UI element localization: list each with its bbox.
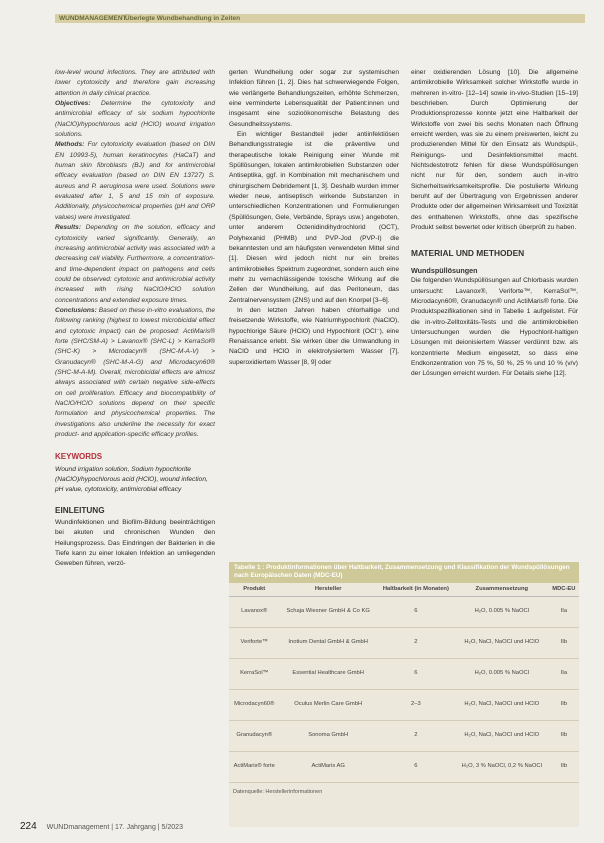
cell: H₂O, NaCl, NaOCl und HClO [455,627,549,658]
cell: IIa [549,658,579,689]
table-source: Datenquelle: Herstellerinformationen [233,788,323,795]
abstract [55,68,215,440]
table-row [229,627,579,658]
body-paragraph: Ein wichtiger Bestandteil jeder antiinfektiösen Behandlungsstrategie ist die präventive und therapeutische lokale Reinigung einer Wunde mit Spüllösungen, lokalen antimikrobiellen Substanzen oder Antiseptika, ggf. in Kombination mit mechanischem und chirurgischem Debridement [1, 3]. Deshalb wurden immer wieder neue, antiseptisch wirkende Substanzen in unterschiedlichen Konzentrationen und Formulierungen (Spüllösungen, Gele, Verbände, Sprays usw.) angeboten, unter anderem Octenidindihydrochlorid (OCT), Polyhexanid (PHMB) und PVP-Jod (PVP-I) die bekanntesten und am häufigsten verwendeten Mittel sind [1]. Diesen wird jedoch nicht nur ein breites antimikrobielles Spektrum zugeordnet, sondern auch eine mehr zu vernachlässigende toxische Wirkung auf die Zellen der Wundheilung, auf das Peritoneum, das Zentralnervensystem (ZNS) und auf den Knorpel [3–6]. [229,131,399,304]
cell: 6 [377,658,455,689]
column-2 [229,68,399,368]
methods-heading: MATERIAL UND METHODEN [411,247,525,258]
header-section: WUNDMANAGEMENT [59,15,127,22]
cell: IIa [549,596,579,627]
table-header-row [229,583,579,597]
cell: H₂O, 0.005 % NaOCl [455,658,549,689]
cell: IIb [549,720,579,751]
table-title: Tabelle 1 : Produktinformationen über Haltbarkeit, Zusammensetzung und Klassifikation der Wundspüllösungen nach Europäischen Daten (MDC-EU) [229,562,579,583]
cell: IIb [549,627,579,658]
cell: Schaja Wiesner GmbH & Co KG [279,596,376,627]
cell: ActiMaris AG [279,751,376,782]
journal-name: WUNDmanagement | 17. Jahrgang | 5/2023 [46,824,183,831]
body-paragraph: In den letzten Jahren haben chlorhaltige und freisetzende Wirkstoffe, wie Natriumhypochlorit (NaClO), hypochlorige Säure (HClO) und Hypochlorit (OCl⁻), eine Renaissance erlebt. Sie wirken über die Umwandlung in NaClO und HClO in elektrolysiertem Wasser [7], superoxidiertem Wasser [8, 9] oder [229,306,399,366]
table-row [229,596,579,627]
body-paragraph: einer oxidierenden Lösung [10]. Die allgemeine antimikrobielle Wirksamkeit solcher Wirkstoffe wurde in mehreren in-vitro- [12–14] sowie in-vivo-Studien [15–19] beschrieben. Durch Optimierung der Produktionsprozesse konnte jetzt eine Haltbarkeit der Wirkstoffe von zwei bis sechs Monaten nach Öffnung erreicht werden, was sie zu einem preiswerten, leicht zu produzierenden Mittel für den Einsatz als Wundspül-, Reinigungs- und Desinfektionsmittel macht. Nichtsdestotrotz fehlen für diese Wundspüllösungen nicht nur für den, sondern auch in-vitro Sicherheitswirksamkeitsprofile. Die postulierte Wirkung beruht auf der Übertragung von Ergebnissen anderer Produkte oder der allgemeinen Wirksamkeit und Toxizität des enthaltenen Wirkstoffs, ohne das spezifische Produkt selbst bewertet oder kritisch überprüft zu haben. [411,69,578,232]
keywords-heading: KEYWORDS [55,452,103,462]
table-row [229,689,579,720]
cell: 2–3 [377,689,455,720]
cell: H₂O, NaCl, NaOCl und HClO [455,720,549,751]
table-row [229,658,579,689]
cell: KerraSol™ [229,658,279,689]
column-3 [411,68,578,380]
page-footer [20,821,183,832]
abstract-results: Results: Depending on the solution, efficacy and cytotoxicity varied significantly. Generally, an increasing antimicrobial activity was associated with a decreasing cell viability. Furthermore, a concentration- and time-dependent impact on pathogens and cells could be observed: cytotoxic and antimicrobial activity increased with rising NaClO/HClO solution concentrations and extended exposure times. [55,224,215,304]
page-number: 224 [20,821,37,832]
product-table [229,583,579,783]
cell: H₂O, NaCl, NaOCl und HClO [455,689,549,720]
table-row [229,720,579,751]
cell: Oculus Merlin Care GmbH [279,689,376,720]
cell: 6 [377,751,455,782]
cell: 2 [377,720,455,751]
body-paragraph: gerten Wundheilung oder sogar zur systemischen Infektion führen [1, 2]. Dies hat schwerwiegende Folgen, wie verlängerte Behandlungszeiten, erhöhte Schmerzen, eine verminderte Lebensqualität der Patient:innen und insgesamt eine sozioökonomische Belastung des Gesundheitssystems. [229,69,399,128]
column-1 [55,68,215,570]
cell: 2 [377,627,455,658]
intro-text: Wundinfektionen und Biofilm-Bildung beeinträchtigen bei akuten und chronischen Wunden den Heilungsprozess. Das Eindringen der Bakterien in die Tiefe kann zu einer lokalen Infektion an umliegenden Geweben führen, verzö- [55,519,215,568]
col-header: Haltbarkeit (in Monaten) [377,583,455,597]
running-header [55,14,585,23]
cell: Microdacyn60® [229,689,279,720]
cell: Veriforte™ [229,627,279,658]
col-header: MDC-EU [549,583,579,597]
cell: Inotium Dental GmbH & GmbH [279,627,376,658]
col-header: Hersteller [279,583,376,597]
cell: Essential Healthcare GmbH [279,658,376,689]
table-row [229,751,579,782]
cell: H₂O, 0.005 % NaOCl [455,596,549,627]
header-title: Überlegte Wundbehandlung in Zeiten [125,15,241,22]
cell: Sonoma GmbH [279,720,376,751]
cell: IIb [549,751,579,782]
abstract-objectives: Objectives: Determine the cytotoxicity and antimicrobial efficacy of six sodium hypochlorite (NaClO)/hypochlorous acid (HClO) wound irrigation solutions. [55,100,215,139]
cell: ActiMaris® forte [229,751,279,782]
cell: Lavanox® [229,596,279,627]
cell: H₂O, 3 % NaOCl, 0,2 % NaOCl [455,751,549,782]
cell: Granudacyn® [229,720,279,751]
keywords-text: Wound irrigation solution, Sodium hypochlorite (NaClO)/hypochlorous acid (HClO), wound infection, pH value, cytotoxicity, antimicrobial efficacy [55,465,208,494]
col-header: Zusammensetzung [455,583,549,597]
col-header: Produkt [229,583,279,597]
cell: IIb [549,689,579,720]
abstract-para: low-level wound infections. They are attributed with lower cytotoxicity and therefore gain increasing attention in daily clinical practice. [55,69,215,97]
abstract-conclusions: Conclusions: Based on these in-vitro evaluations, the following ranking (highest to lowest microbicidal effect and cytotoxic impact) can be proposed: ActiMaris® forte (SHC/SM-A) > Lavanox® (SHC-L) > KerraSol® (SHC-K) > Microdacyn® (SHC-M-A-V) > Granudacyn® (SHC-M-A-G) and Microdacyn60® (SHC-M-A-M). Overall, microbicidal effects are almost always associated with certain negative side-effects on cell proliferation. Efficacy and biocompatibility of NaClO/HClO solutions depend on their specific formulation and physicochemical properties. The investigations also underline the necessity for exact product- and application-specific efficacy profiles. [55,306,215,439]
methods-text: Die folgenden Wundspüllösungen auf Chlorbasis wurden untersucht: Lavanox®, Veriforte™, KerraSol™, Microdacyn60®, Granudacyn® und ActiMaris® forte. Die Produktspezifikationen sind in Tabelle 1 aufgelistet. Für die in-vitro-Zelltoxitäts-Tests und die antimikrobiellen Untersuchungen wurden die Hypochlorit-haltigen Lösungen mit deionisiertem Wasser verdünnt bzw. als konzentrierte Medium eingesetzt, so dass eine Endkonzentration von 75 %, 50 %, 25 % und 10 % (v/v) der Lösungen erreicht wurden. Für Details siehe [12]. [411,277,578,378]
intro-heading: EINLEITUNG [55,505,105,515]
methods-subheading: Wundspüllösungen [411,265,478,275]
abstract-methods: Methods: For cytotoxicity evaluation (based on DIN EN 10993-5), human keratinocytes (HaCaT) and human skin fibroblasts (BJ) and for antimicrobial efficacy evaluation (based on DIN EN 13727) S. aureus and P. aeruginosa were used. Solutions were evaluated after 1, 5 and 15 min of exposure. Additionally, physicochemical properties (pH and ORP values) were investigated. [55,141,215,221]
cell: 6 [377,596,455,627]
table-1 [229,562,579,827]
